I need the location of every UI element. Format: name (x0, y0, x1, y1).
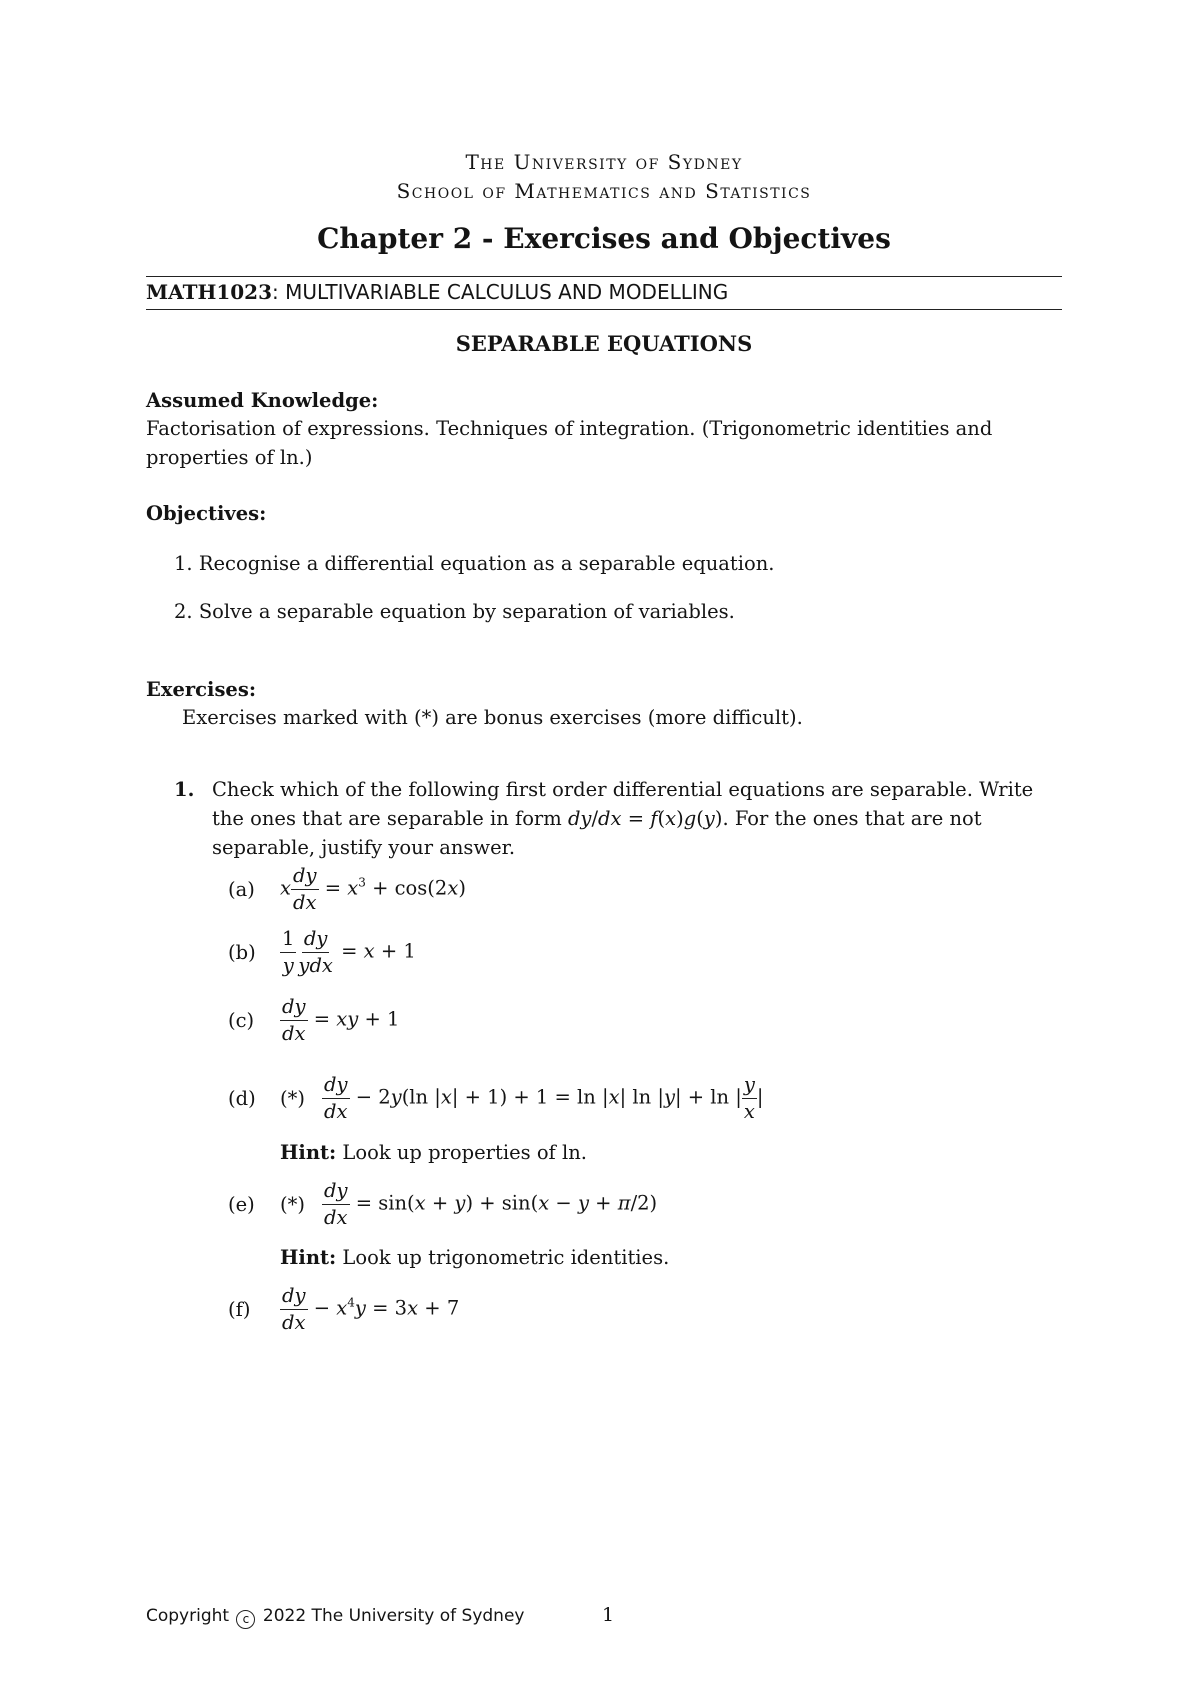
part-a (228, 866, 466, 912)
part-label: (f) (228, 1297, 251, 1321)
part-label: (c) (228, 1008, 255, 1032)
hint-label: Hint: (280, 1246, 337, 1269)
objective-number: 2. (174, 600, 193, 623)
equation-c: $\frac{dy}{dx}$ = xy + 1 (282, 995, 400, 1045)
copyright-text: 2022 The University of Sydney (262, 1606, 525, 1626)
hint-e (280, 1243, 669, 1272)
part-b (228, 929, 416, 975)
bonus-marker: (*) (280, 1192, 305, 1216)
question-line2 (212, 804, 1062, 833)
copyright-line (146, 1606, 524, 1629)
copyright-word: Copyright (146, 1606, 230, 1626)
assumed-knowledge-line1: Factorisation of expressions. Techniques of integration. (Trigonometric identities and (146, 417, 993, 440)
assumed-knowledge-line2: properties of ln.) (146, 446, 313, 469)
part-label: (a) (228, 877, 255, 901)
part-label: (b) (228, 940, 256, 964)
objective-number: 1. (174, 552, 193, 575)
bonus-marker: (*) (280, 1086, 305, 1110)
equation-f: $\frac{dy}{dx}$ − $x^4y = 3x + 7$ (282, 1284, 460, 1334)
course-line (146, 280, 728, 304)
course-code: MATH1023 (146, 280, 273, 304)
hint-d (280, 1138, 587, 1167)
page-title: Chapter 2 - Exercises and Objectives (317, 222, 891, 255)
university-name: The University of Sydney (465, 150, 743, 174)
equation-a: x $\frac{dy}{dx}$ = $x^3 + \cos(2x)$ (280, 864, 466, 914)
part-label: (d) (228, 1086, 256, 1110)
hint-text: Look up trigonometric identities. (342, 1246, 670, 1269)
exercises-note: Exercises marked with (*) are bonus exercises (more difficult). (182, 706, 803, 729)
question-line3: separable, justify your answer. (212, 836, 516, 859)
part-label: (e) (228, 1192, 255, 1216)
question-number: 1. (174, 778, 195, 801)
objective-item (174, 549, 774, 578)
equation-b: $\frac{1}{y}$ $\frac{dy}{\text{ydx}}$ = x + 1 (282, 927, 416, 977)
equation-d: $\frac{dy}{dx}$ − 2y(ln |x| + 1) + 1 = ln |x| ln |y| + ln | $\frac{y}{x}$ | (324, 1073, 764, 1123)
top-rule (146, 276, 1062, 277)
section-title: SEPARABLE EQUATIONS (455, 331, 753, 356)
objective-item (174, 597, 735, 626)
objective-text: Solve a separable equation by separation of variables. (198, 600, 735, 623)
objective-text: Recognise a differential equation as a separable equation. (198, 552, 775, 575)
question-line2-start: the ones that are separable in form (212, 807, 568, 830)
course-name: : MULTIVARIABLE CALCULUS AND MODELLING (272, 280, 729, 304)
assumed-knowledge-heading: Assumed Knowledge: (146, 389, 379, 412)
hint-label: Hint: (280, 1141, 337, 1164)
separable-form-math: dy/dx = f(x)g(y) (567, 807, 723, 830)
part-c (228, 997, 399, 1043)
copyright-icon: c (236, 1610, 255, 1629)
part-f (228, 1286, 459, 1332)
part-e (228, 1181, 657, 1227)
bottom-rule (146, 309, 1062, 310)
school-name: School of Mathematics and Statistics (396, 179, 812, 203)
equation-e: $\frac{dy}{dx}$ = sin(x + y) + sin(x − y + π/2) (324, 1179, 658, 1229)
objectives-heading: Objectives: (146, 502, 267, 525)
exercises-heading: Exercises: (146, 678, 257, 701)
hint-text: Look up properties of ln. (342, 1141, 587, 1164)
page-number: 1 (602, 1604, 615, 1626)
question-line2-end: . For the ones that are not (722, 807, 982, 830)
question-line1: Check which of the following first order differential equations are separable. Write (212, 778, 1034, 801)
part-d (228, 1075, 763, 1121)
